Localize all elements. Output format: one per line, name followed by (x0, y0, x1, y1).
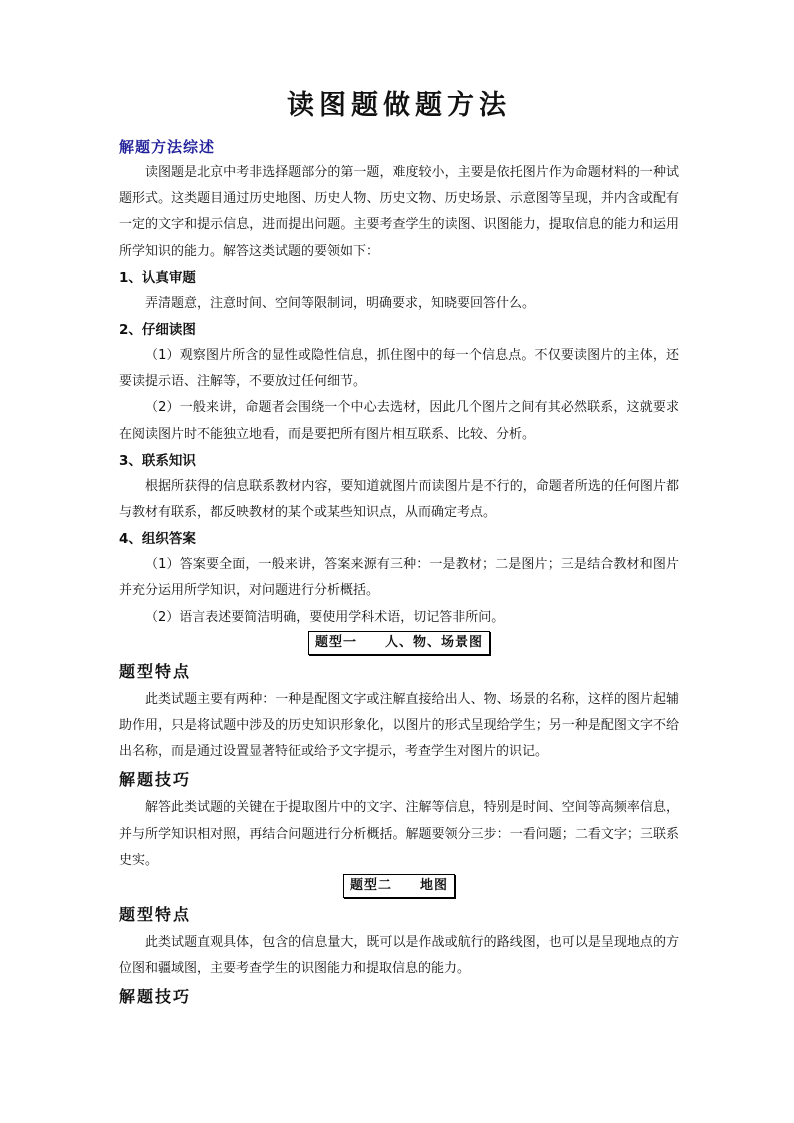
step-1-paragraph: 弄清题意，注意时间、空间等限制词，明确要求，知晓要回答什么。 (145, 295, 536, 311)
type1-banner-label: 题型一 (314, 634, 357, 650)
step-4-paragraph-2: （2）语言表述要简洁明确，要使用学科术语，切记答非所问。 (145, 609, 505, 625)
type1-banner (308, 631, 490, 655)
type1-tips-heading: 解题技巧 (119, 770, 192, 790)
document-title: 读图题做题方法 (287, 90, 511, 121)
step-2-heading: 2、仔细读图 (119, 322, 196, 339)
type2-tips-heading: 解题技巧 (119, 987, 192, 1007)
type2-banner-row (119, 874, 679, 900)
overview-paragraph: 读图题是北京中考非选择题部分的第一题，难度较小，主要是依托图片作为命题材料的一种试题形式。这类题目通过历史地图、历史人物、历史文物、历史场景、示意图等呈现，并内含或配有一定的文字和提示信息，进而提出问题。主要考查学生的读图、识图能力，提取信息的能力和运用所学知识的能力。解答这类试题的要领如下： (119, 165, 679, 259)
type2-features-paragraph: 此类试题直观具体，包含的信息量大，既可以是作战或航行的路线图，也可以是呈现地点的方位图和疆域图，主要考查学生的识图能力和提取信息的能力。 (119, 935, 679, 977)
step-3-heading: 3、联系知识 (119, 452, 196, 469)
type1-features-paragraph: 此类试题主要有两种：一种是配图文字或注解直接给出人、物、场景的名称，这样的图片起辅助作用，只是将试题中涉及的历史知识形象化，以图片的形式呈现给学生；另一种是配图文字不给出名称，而是通过设置显著特征或给予文字提示，考查学生对图片的识记。 (119, 691, 679, 760)
step-2-paragraph-2: （2）一般来讲，命题者会围绕一个中心去选材，因此几个图片之间有其必然联系，这就要求在阅读图片时不能独立地看，而是要把所有图片相互联系、比较、分析。 (119, 400, 679, 442)
type1-features-heading: 题型特点 (119, 661, 192, 681)
type2-banner-title: 地图 (420, 878, 449, 894)
step-4-heading: 4、组织答案 (119, 531, 196, 548)
document-page (119, 88, 679, 1012)
overview-heading: 解题方法综述 (119, 138, 216, 156)
type2-features-heading: 题型特点 (119, 905, 192, 925)
type1-banner-title: 人、物、场景图 (385, 634, 484, 650)
type2-banner (343, 874, 455, 898)
step-3-paragraph: 根据所获得的信息联系教材内容，要知道就图片而读图片是不行的，命题者所选的任何图片都与教材有联系，都反映教材的某个或某些知识点，从而确定考点。 (119, 478, 679, 521)
step-2-paragraph-1: （1）观察图片所含的显性或隐性信息，抓住图中的每一个信息点。不仅要读图片的主体，还要读提示语、注解等，不要放过任何细节。 (119, 348, 679, 390)
type1-banner-row (119, 631, 679, 657)
type2-banner-label: 题型二 (349, 878, 392, 894)
step-1-heading: 1、认真审题 (119, 269, 196, 286)
type1-tips-paragraph: 解答此类试题的关键在于提取图片中的文字、注解等信息，特别是时间、空间等高频率信息，并与所学知识相对照，再结合问题进行分析概括。解题要领分三步：一看问题；二看文字；三联系史实。 (119, 800, 679, 868)
step-4-paragraph-1: （1）答案要全面，一般来讲，答案来源有三种：一是教材；二是图片；三是结合教材和图片并充分运用所学知识，对问题进行分析概括。 (119, 557, 679, 599)
